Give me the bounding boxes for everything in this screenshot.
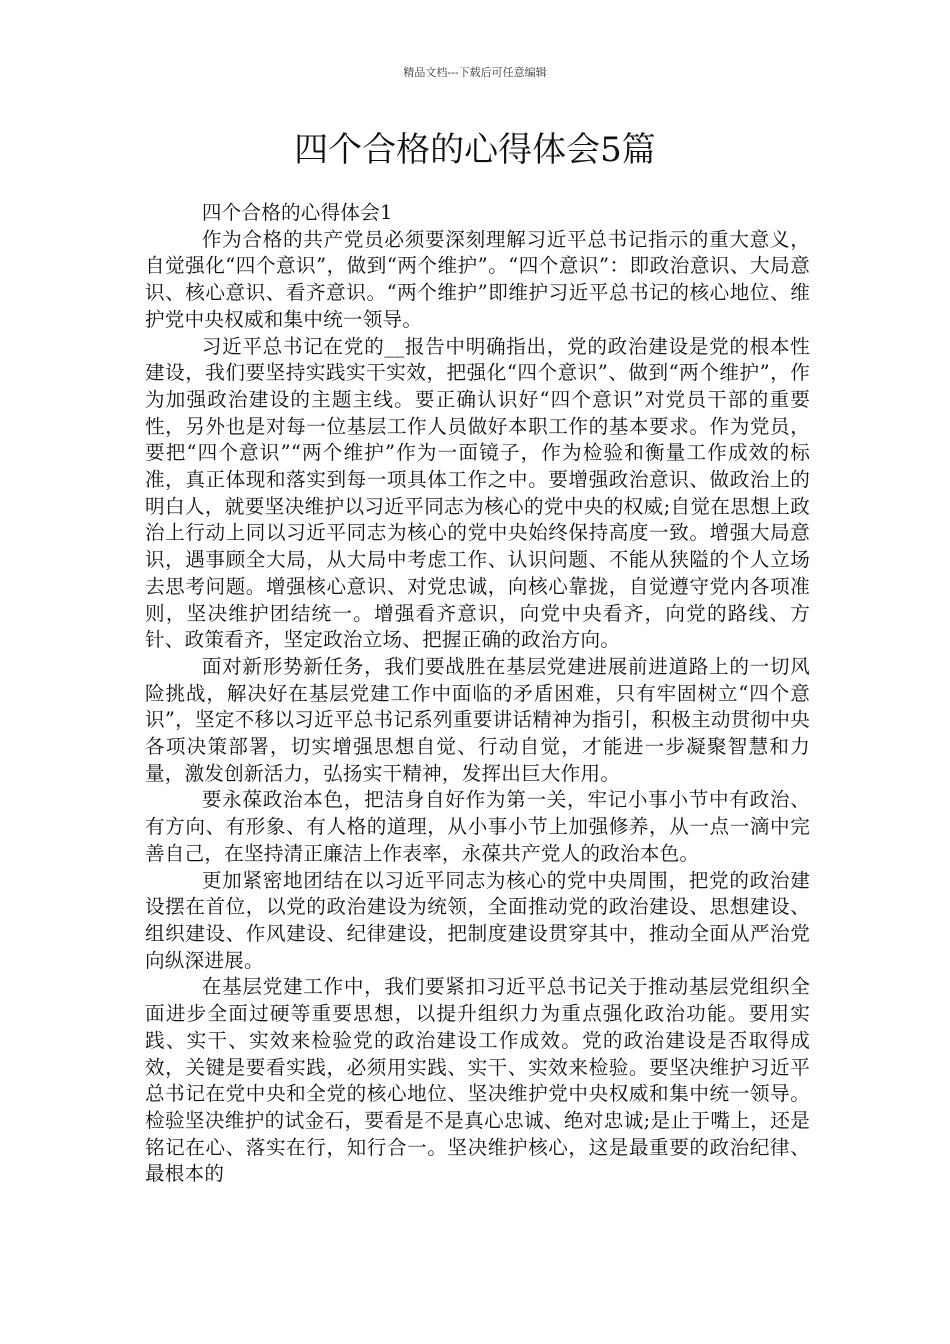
page-header-note: 精品文档---下载后可任意编辑 [403, 66, 547, 79]
body-paragraph: 更加紧密地团结在以习近平同志为核心的党中央周围，把党的政治建设摆在首位，以党的政治建设为统领，全面推动党的政治建设、思想建设、组织建设、作风建设、纪律建设，把制度建设贯穿其中，推动全面从严治党向纵深进展。 [145, 868, 810, 972]
section-heading: 四个合格的心得体会1 [201, 201, 393, 224]
body-paragraph: 在基层党建工作中，我们要紧扣习近平总书记关于推动基层党组织全面进步全面过硬等重要思想，以提升组织力为重点强化政治功能。要用实践、实干、实效来检验党的政治建设工作成效。党的政治建设是否取得成效，关键是要看实践，必须用实践、实干、实效来检验。要坚决维护习近平总书记在党中央和全党的核心地位、坚决维护党中央权威和集中统一领导。检验坚决维护的试金石，要看是不是真心忠诚、绝对忠诚;是止于嘴上，还是铭记在心、落实在行，知行合一。坚决维护核心，这是最重要的政治纪律、最根本的 [145, 975, 810, 1186]
body-paragraph: 习近平总书记在党的__报告中明确指出，党的政治建设是党的根本性建设，我们要坚持实践实干实效，把强化“四个意识”、做到“两个维护”，作为加强政治建设的主题主线。要正确认识好“四个意识”对党员干部的重要性，另外也是对每一位基层工作人员做好本职工作的基本要求。作为党员，要把“四个意识”“两个维护”作为一面镜子，作为检验和衡量工作成效的标准，真正体现和落实到每一项具体工作之中。要增强政治意识、做政治上的明白人，就要坚决维护以习近平同志为核心的党中央的权威;自觉在思想上政治上行动上同以习近平同志为核心的党中央始终保持高度一致。增强大局意识，遇事顾全大局，从大局中考虑工作、认识问题、不能从狭隘的个人立场去思考问题。增强核心意识、对党忠诚，向核心靠拢，自觉遵守党内各项准则，坚决维护团结统一。增强看齐意识，向党中央看齐，向党的路线、方针、政策看齐，坚定政治立场、把握正确的政治方向。 [145, 334, 810, 652]
body-paragraph: 作为合格的共产党员必须要深刻理解习近平总书记指示的重大意义，自觉强化“四个意识”，做到“两个维护”。“四个意识”：即政治意识、大局意识、核心意识、看齐意识。“两个维护”即维护习近平总书记的核心地位、维护党中央权威和集中统一领导。 [145, 227, 810, 331]
body-paragraph: 面对新形势新任务，我们要战胜在基层党建进展前进道路上的一切风险挑战，解决好在基层党建工作中面临的矛盾困难，只有牢固树立“四个意识”，坚定不移以习近平总书记系列重要讲话精神为指引，积极主动贯彻中央各项决策部署，切实增强思想自觉、行动自觉，才能进一步凝聚智慧和力量，激发创新活力，弘扬实干精神，发挥出巨大作用。 [145, 654, 810, 785]
body-paragraph: 要永葆政治本色，把洁身自好作为第一关，牢记小事小节中有政治、有方向、有形象、有人格的道理，从小事小节上加强修养，从一点一滴中完善自己，在坚持清正廉洁上作表率，永葆共产党人的政治本色。 [145, 788, 810, 865]
document-title: 四个合格的心得体会5篇 [294, 130, 656, 170]
document-body [145, 200, 810, 1188]
